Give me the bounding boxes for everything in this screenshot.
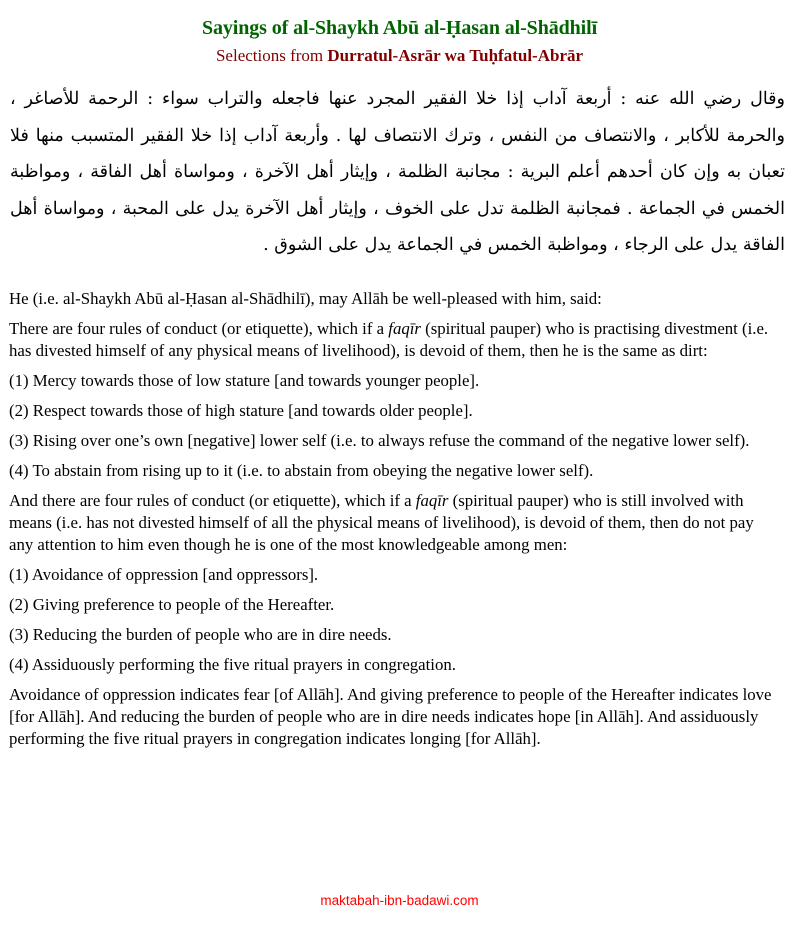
- page-subtitle: [0, 43, 799, 69]
- list-item: (2) Giving preference to people of the Hereafter.: [9, 594, 335, 614]
- website-link[interactable]: maktabah-ibn-badawi.com: [320, 893, 479, 908]
- rules-2-after: (spiritual pauper) who is still involved with means (i.e. has not divested himself of all the physical means of livelihood), is devoid of them, then do not pay any attention to him even though he is one of the most knowledgeable among men:: [9, 490, 754, 554]
- subtitle-prefix: Selections from: [215, 46, 328, 65]
- term-faqir: faqīr: [415, 490, 449, 510]
- list-item: (2) Respect towards those of high stature [and towards older people].: [9, 400, 473, 420]
- list-item: (4) To abstain from rising up to it (i.e. to abstain from obeying the negative lower self).: [9, 460, 594, 480]
- rules-2-before: And there are four rules of conduct (or etiquette), which if a: [9, 490, 416, 510]
- english-translation: [0, 288, 799, 750]
- rules-paragraph-2: [9, 490, 781, 556]
- rules-paragraph-1: [9, 318, 781, 362]
- list-item: (1) Mercy towards those of low stature [and towards younger people].: [9, 370, 480, 390]
- list-item: (3) Rising over one’s own [negative] lower self (i.e. to always refuse the command of the negative lower self).: [9, 430, 750, 450]
- list-item: (4) Assiduously performing the five ritual prayers in congregation.: [9, 654, 456, 674]
- rules-1-after: (spiritual pauper) who is practising divestment (i.e. has divested himself of any physical means of livelihood), is devoid of them, then he is the same as dirt:: [9, 318, 769, 360]
- arabic-text: وقال رضي الله عنه : أربعة آداب إذا خلا الفقير المجرد عنها فاجعله والتراب سواء : الرحمة للأصاغر ، والحرمة للأكابر ، والانتصاف من النفس ، وترك الانتصاف لها . وأربعة آداب إذا خلا الفقير المتسبب منها فلا تعبان به وإن كان أحدهم أعلم البرية : مجانبة الظلمة ، وإيثار أهل الآخرة ، ومواساة أهل الفاقة ، ومواظبة الخمس في الجماعة . فمجانبة الظلمة تدل على الخوف ، وإيثار أهل الآخرة يدل على المحبة ، ومواساة أهل الفاقة يدل على الرجاء ، ومواظبة الخمس في الجماعة يدل على الشوق .: [10, 89, 785, 255]
- book-title: Durratul-Asrār wa Tuḥfatul-Abrār: [327, 46, 584, 65]
- intro-paragraph: He (i.e. al-Shaykh Abū al-Ḥasan al-Shādhilī), may Allāh be well-pleased with him, said:: [9, 288, 602, 308]
- list-item: (3) Reducing the burden of people who are in dire needs.: [9, 624, 392, 644]
- rules-1-before: There are four rules of conduct (or etiquette), which if a: [9, 318, 389, 338]
- term-faqir: faqīr: [388, 318, 421, 338]
- page-header: [0, 0, 799, 69]
- footer: [0, 893, 799, 908]
- conclusion-paragraph: Avoidance of oppression indicates fear [of Allāh]. And giving preference to people of the Hereafter indicates love [for Allāh]. And reducing the burden of people who are in dire needs indicates hope [in Allāh]. And assiduously performing the five ritual prayers in congregation indicates longing [for Allāh].: [9, 684, 772, 748]
- list-item: (1) Avoidance of oppression [and oppressors].: [9, 564, 319, 584]
- page-title: Sayings of al-Shaykh Abū al-Ḥasan al-Shādhilī: [201, 17, 598, 39]
